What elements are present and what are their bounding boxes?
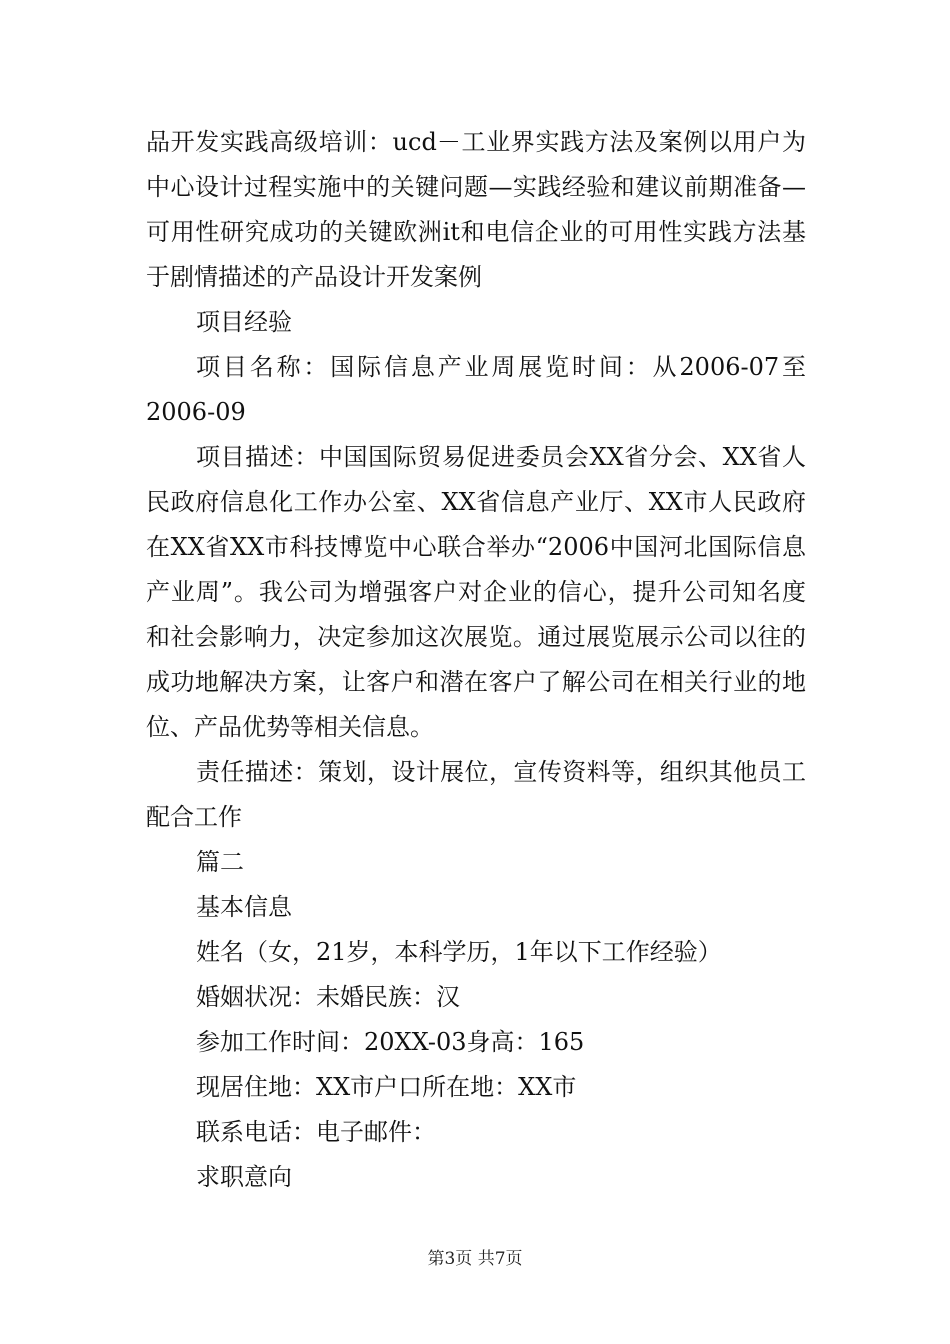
basic-info-heading: 基本信息 <box>196 893 292 921</box>
marital-status-line: 婚姻状况：未婚民族：汉 <box>196 983 460 1011</box>
responsibility-paragraph: 责任描述：策划，设计展位，宣传资料等，组织其他员工配合工作 <box>146 758 806 831</box>
project-name-paragraph: 项目名称：国际信息产业周展览时间：从2006-07至2006-09 <box>146 353 806 426</box>
work-start-line: 参加工作时间：20XX-03身高：165 <box>196 1028 585 1056</box>
training-paragraph: 品开发实践高级培训：ucd－工业界实践方法及案例以用户为中心设计过程实施中的关键问题—实践经验和建议前期准备—可用性研究成功的关键欧洲it和电信企业的可用性实践方法基于剧情描述的产品设计开发案例 <box>146 128 806 291</box>
project-description-paragraph: 项目描述：中国国际贸易促进委员会XX省分会、XX省人民政府信息化工作办公室、XX省信息产业厅、XX市人民政府在XX省XX市科技博览中心联合举办“2006中国河北国际信息产业周”。我公司为增强客户对企业的信心，提升公司知名度和社会影响力，决定参加这次展览。通过展览展示公司以往的成功地解决方案，让客户和潜在客户了解公司在相关行业的地位、产品优势等相关信息。 <box>146 443 806 741</box>
job-intent-heading: 求职意向 <box>196 1163 292 1191</box>
chapter-two-heading: 篇二 <box>196 848 244 876</box>
residence-line: 现居住地：XX市户口所在地：XX市 <box>196 1073 577 1101</box>
document-body <box>146 120 806 1200</box>
project-experience-heading: 项目经验 <box>196 308 292 336</box>
contact-line: 联系电话：电子邮件： <box>196 1118 436 1146</box>
name-line: 姓名（女，21岁，本科学历，1年以下工作经验） <box>196 938 722 966</box>
page-number-footer: 第3页 共7页 <box>427 1249 523 1269</box>
